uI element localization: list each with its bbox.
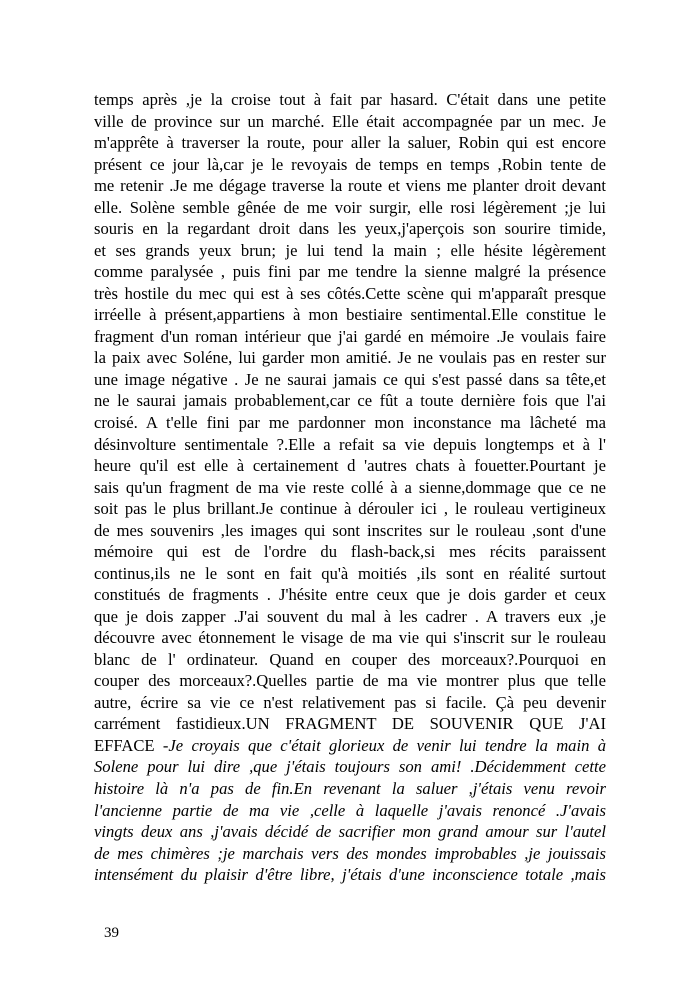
text-segment: carrément fastidieux.UN FRAGMENT DE SOUVENIR QUE J'AI (94, 714, 606, 734)
text-segment: découvre avec étonnement le visage de ma vie qui s'inscrit sur le rouleau (94, 628, 606, 648)
text-segment: ville de province sur un marché. Elle était accompagnée par un mec. Je (94, 111, 606, 131)
text-line (94, 283, 606, 305)
text-segment: la paix avec Soléne, lui garder mon amitié. Je ne voulais pas en rester sur (94, 348, 606, 368)
text-segment: et ses grands yeux brun; je lui tend la main ; elle hésite légèrement (94, 240, 606, 260)
text-segment: m'apprête à traverser la route, pour aller la saluer, Robin qui est encore (94, 133, 606, 153)
text-segment: présent ce jour là,car je le revoyais de temps en temps ,Robin tente de (94, 154, 606, 174)
text-line (94, 520, 606, 542)
text-block (94, 89, 606, 886)
text-line (94, 541, 606, 563)
text-line (94, 197, 606, 219)
text-segment: fragment d'un roman intérieur que j'ai gardé en mémoire .Je voulais faire (94, 326, 606, 346)
text-segment: elle. Solène semble gênée de me voir surgir, elle rosi légèrement ;je lui (94, 197, 606, 217)
text-line (94, 864, 606, 886)
text-segment: très hostile du mec qui est à ses côtés.Cette scène qui m'apparaît presque (94, 283, 606, 303)
text-segment: continus,ils ne le sont en fait qu'à moitiés ,ils sont en réalité surtout (94, 563, 606, 583)
text-line (94, 756, 606, 778)
text-line (94, 584, 606, 606)
text-line (94, 132, 606, 154)
text-segment: croisé. A t'elle fini par me pardonner mon inconstance ma lâcheté ma (94, 412, 606, 432)
text-segment: EFFACE (94, 735, 163, 755)
text-segment: autre, écrire sa vie ce n'est relativement pas si facile. Çà peu devenir (94, 692, 606, 712)
text-segment: me retenir .Je me dégage traverse la route et viens me planter droit devant (94, 176, 606, 196)
text-segment: heure qu'il est elle à certainement d 'autres chats à fouetter.Pourtant je (94, 456, 606, 476)
text-segment: constitués de fragments . J'hésite entre ceux que je dois garder et ceux (94, 585, 606, 605)
text-segment: ne le saurai jamais probablement,car ce fût a toute dernière fois que l'ai (94, 391, 606, 411)
text-segment: temps après ,je la croise tout à fait par hasard. C'était dans une petite (94, 90, 606, 109)
text-segment: mémoire qui est de l'ordre du flash-back,si mes récits paraissent (94, 542, 606, 562)
text-line (94, 563, 606, 585)
text-segment: sais qu'un fragment de ma vie reste collé à a sienne,dommage que ce ne (94, 477, 606, 497)
text-line (94, 821, 606, 843)
text-line (94, 218, 606, 240)
text-line (94, 111, 606, 133)
text-segment: souris en la regardant droit dans les yeux,j'aperçois son sourire timide, (94, 219, 606, 239)
text-line (94, 627, 606, 649)
text-line (94, 649, 606, 671)
italic-text-segment: de mes chimères ;je marchais vers des mondes improbables ,je jouissais (94, 843, 606, 863)
italic-text-segment: Solene pour lui dire ,que j'étais toujours son ami! .Décidemment cette (94, 757, 606, 777)
text-line (94, 369, 606, 391)
text-segment: désinvolture sentimentale ?.Elle a refait sa vie depuis longtemps et à l' (94, 434, 606, 454)
text-line (94, 800, 606, 822)
text-line (94, 843, 606, 865)
italic-text-segment: histoire là n'a pas de fin.En revenant la saluer ,j'étais venu revoir (94, 779, 606, 798)
text-line (94, 455, 606, 477)
text-line (94, 778, 606, 800)
text-line (94, 326, 606, 348)
text-line (94, 735, 606, 757)
text-segment: blanc de l' ordinateur. Quand en couper des morceaux?.Pourquoi en (94, 649, 606, 669)
italic-text-segment: -Je croyais que c'était glorieux de venir lui tendre la main à (162, 735, 606, 755)
italic-text-segment: l'ancienne partie de ma vie ,celle à laquelle j'avais renoncé .J'avais (94, 800, 606, 820)
text-segment: comme paralysée , puis fini par me tendre la sienne malgré la présence (94, 262, 606, 282)
text-line (94, 240, 606, 262)
text-segment: couper des morceaux?.Quelles partie de ma vie montrer plus que telle (94, 671, 606, 691)
text-line (94, 670, 606, 692)
text-line (94, 89, 606, 111)
text-line (94, 477, 606, 499)
text-line (94, 261, 606, 283)
text-line (94, 713, 606, 735)
text-line (94, 434, 606, 456)
text-segment: que je dois zapper .J'ai souvent du mal à les cadrer . A travers eux ,je (94, 606, 606, 626)
page-number: 39 (104, 925, 119, 941)
text-line (94, 347, 606, 369)
text-line (94, 390, 606, 412)
text-segment: soit pas le plus brillant.Je continue à dérouler ici , le rouleau vertigineux (94, 499, 606, 519)
text-line (94, 498, 606, 520)
italic-text-segment: intensément du plaisir d'être libre, j'étais d'une inconscience totale ,mais (94, 865, 606, 885)
text-line (94, 175, 606, 197)
text-segment: irréelle à présent,appartiens à mon bestiaire sentimental.Elle constitue le (94, 305, 606, 325)
text-segment: de mes souvenirs ,les images qui sont inscrites sur le rouleau ,sont d'une (94, 520, 606, 540)
text-segment: une image négative . Je ne saurai jamais ce qui s'est passé dans sa tête,et (94, 369, 606, 389)
text-line (94, 692, 606, 714)
text-line (94, 304, 606, 326)
text-line (94, 606, 606, 628)
text-line (94, 154, 606, 176)
text-line (94, 412, 606, 434)
italic-text-segment: vingts deux ans ,j'avais décidé de sacrifier mon grand amour sur l'autel (94, 822, 606, 842)
